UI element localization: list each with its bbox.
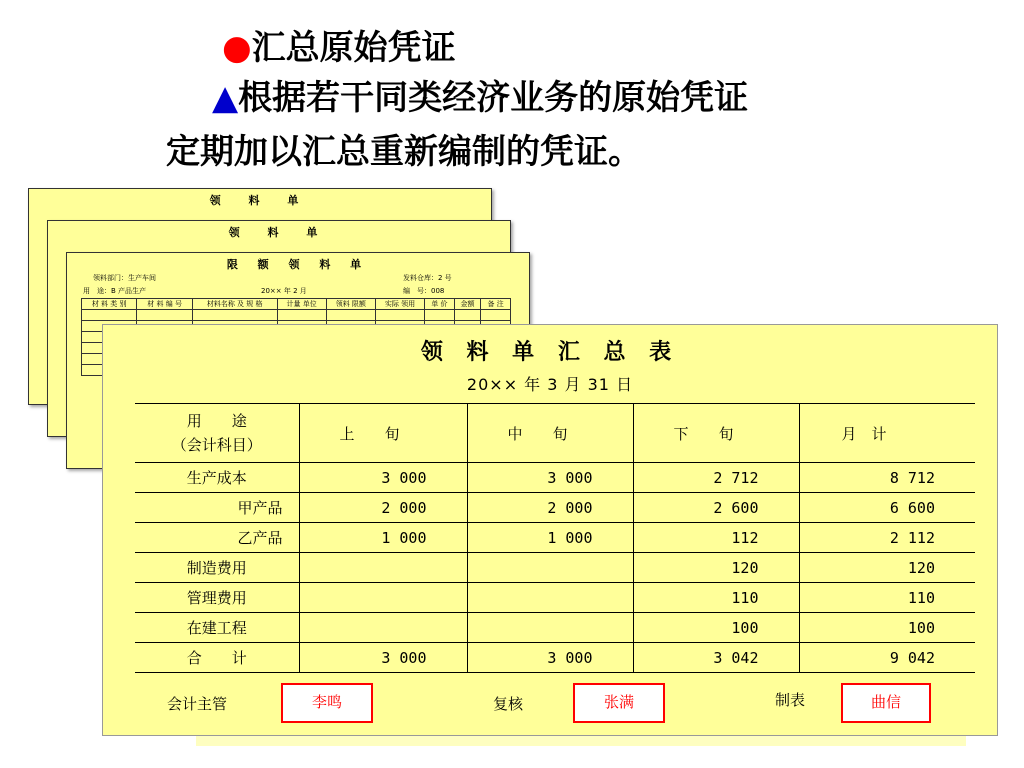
sheet-3-header: 材 料 编 号 (137, 299, 192, 310)
table-row (135, 463, 975, 493)
row-label: 合 计 (135, 643, 299, 673)
table-row (135, 613, 975, 643)
cell-late: 100 (633, 613, 799, 643)
sheet-3-dept: 领料部门：生产车间 (93, 274, 156, 282)
sheet-3-date: 20×× 年 2 月 (261, 287, 307, 295)
cell-late: 2 712 (633, 463, 799, 493)
cell-month: 9 042 (799, 643, 975, 673)
heading-line-2 (212, 78, 748, 118)
sheet-3-warehouse: 发料仓库：2 号 (403, 274, 452, 282)
sheet-3-header: 实际 领用 (375, 299, 424, 310)
sheet-3-header: 领料 限额 (326, 299, 375, 310)
sheet-3-header: 备 注 (481, 299, 511, 310)
cell-late: 110 (633, 583, 799, 613)
cell-month: 100 (799, 613, 975, 643)
header-purpose-line-1: 用 途 (186, 412, 247, 430)
table-row (135, 583, 975, 613)
cell-mid: 3 000 (467, 463, 633, 493)
review-name-stamp: 张满 (573, 683, 665, 723)
cell-early (299, 553, 467, 583)
cell-early: 1 000 (299, 523, 467, 553)
sheet-3-number: 编 号：008 (403, 287, 445, 295)
row-label: 在建工程 (135, 613, 299, 643)
cell-late: 2 600 (633, 493, 799, 523)
cell-early: 3 000 (299, 643, 467, 673)
review-label: 复核 (493, 695, 524, 713)
header-mid: 中 旬 (467, 404, 633, 463)
heading-line-2-text: 根据若干同类经济业务的原始凭证 (238, 78, 749, 118)
sheet-3-header: 材 料 类 别 (82, 299, 137, 310)
row-label: 乙产品 (135, 523, 299, 553)
heading-line-1-text: 汇总原始凭证 (251, 28, 456, 68)
header-month: 月 计 (799, 404, 975, 463)
row-label: 管理费用 (135, 583, 299, 613)
heading-line-3: 定期加以汇总重新编制的凭证。 (166, 132, 642, 172)
cell-early: 2 000 (299, 493, 467, 523)
header-purpose (135, 404, 299, 463)
blue-triangle-icon: ▲ (212, 78, 239, 118)
cell-mid (467, 613, 633, 643)
table-row-total (135, 643, 975, 673)
red-dot-icon: ● (222, 28, 252, 68)
summary-table (135, 403, 975, 673)
header-purpose-line-2: （会计科目） (171, 436, 262, 454)
sheet-3-header: 计量 单位 (277, 299, 326, 310)
cell-mid: 3 000 (467, 643, 633, 673)
cell-month: 120 (799, 553, 975, 583)
cell-early (299, 613, 467, 643)
cell-late: 120 (633, 553, 799, 583)
prepare-name-stamp: 曲信 (841, 683, 931, 723)
sheet-2-title: 领 料 单 (228, 226, 330, 239)
cell-mid (467, 553, 633, 583)
cell-mid: 2 000 (467, 493, 633, 523)
sheet-3-purpose: 用 途：B 产品生产 (83, 287, 147, 295)
table-row (135, 493, 975, 523)
summary-sheet (102, 324, 998, 736)
cell-mid (467, 583, 633, 613)
header-early: 上 旬 (299, 404, 467, 463)
table-row (135, 523, 975, 553)
summary-date: 20×× 年 3 月 31 日 (466, 375, 634, 394)
sheet-3-header: 单 价 (425, 299, 455, 310)
sheet-3-header: 金额 (454, 299, 481, 310)
cell-late: 112 (633, 523, 799, 553)
summary-header-row (135, 404, 975, 463)
cell-month: 2 112 (799, 523, 975, 553)
row-label: 制造费用 (135, 553, 299, 583)
table-row (135, 553, 975, 583)
chief-name-stamp: 李鸣 (281, 683, 373, 723)
sheet-3-title: 限 额 领 料 单 (226, 258, 370, 271)
cell-month: 6 600 (799, 493, 975, 523)
summary-title: 领 料 单 汇 总 表 (420, 340, 680, 365)
cell-early (299, 583, 467, 613)
chief-label: 会计主管 (167, 695, 228, 713)
row-label: 甲产品 (135, 493, 299, 523)
header-late: 下 旬 (633, 404, 799, 463)
cell-early: 3 000 (299, 463, 467, 493)
cell-late: 3 042 (633, 643, 799, 673)
sheet-3-header: 材料名称 及 规 格 (192, 299, 277, 310)
prepare-label: 制表 (775, 691, 806, 709)
cell-mid: 1 000 (467, 523, 633, 553)
heading-line-1 (222, 28, 456, 68)
cell-month: 8 712 (799, 463, 975, 493)
row-label: 生产成本 (135, 463, 299, 493)
cell-month: 110 (799, 583, 975, 613)
sheet-1-title: 领 料 单 (209, 194, 311, 207)
